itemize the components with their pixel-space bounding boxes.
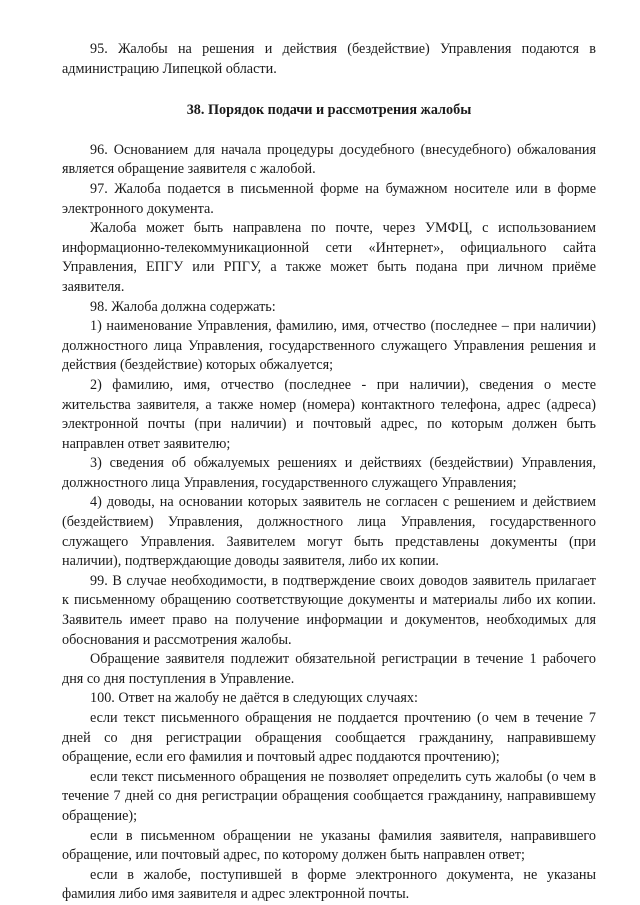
document-page [62,40,596,905]
case-unclear-essence: если текст письменного обращения не позволяет определить суть жалобы (о чем в течение 7 дней со дня регистрации обращения сообщается гражданину, направившему обращение); [62,768,596,824]
list-item-98-3: 3) сведения об обжалуемых решениях и действиях (бездействии) Управления, должностного лица Управления, государственного служащего Управления; [62,455,596,491]
paragraph-100: 100. Ответ на жалобу не даётся в следующих случаях: [90,690,418,707]
list-item-98-1: 1) наименование Управления, фамилию, имя, отчество (последнее – при наличии) должностного лица Управления, государственного служащего Управления решения и действия (бездействие) которых обжалуется; [62,318,596,374]
list-item-98-2: 2) фамилию, имя, отчество (последнее - при наличии), сведения о месте жительства заявителя, а также номер (номера) контактного телефона, адрес (адреса) электронной почты (при наличии) и почтовый адрес, по которым должен быть направлен ответ заявителю; [62,376,596,452]
paragraph-96: 96. Основанием для начала процедуры досудебного (внесудебного) обжалования является обращение заявителя с жалобой. [62,141,596,178]
paragraph-95: 95. Жалобы на решения и действия (бездействие) Управления подаются в администрацию Липецкой области. [62,41,596,77]
case-missing-name-address: если в письменном обращении не указаны фамилия заявителя, направившего обращение, или почтовый адрес, по которому должен быть направлен ответ; [62,827,596,864]
case-unreadable-text: если текст письменного обращения не поддается прочтению (о чем в течение 7 дней со дня регистрации обращения сообщается гражданину, направившему обращение, если его фамилия и почтовый адрес поддаются прочтению); [62,710,596,766]
paragraph-98: 98. Жалоба должна содержать: [90,298,276,315]
paragraph-99-registration: Обращение заявителя подлежит обязательной регистрации в течение 1 рабочего дня со дня поступления в Управление. [62,651,596,687]
list-item-98-4: 4) доводы, на основании которых заявитель не согласен с решением и действием (бездействием) Управления, должностного лица Управления, государственного служащего Управления. Заявителем могут быть представлены документы (при наличии), подтверждающие доводы заявителя, либо их копии. [62,494,596,570]
paragraph-97: 97. Жалоба подается в письменной форме на бумажном носителе или в форме электронного документа. [62,180,596,217]
case-missing-email: если в жалобе, поступившей в форме электронного документа, не указаны фамилия либо имя заявителя и адрес электронной почты. [62,866,596,903]
section-title: 38. Порядок подачи и рассмотрения жалобы [186,102,472,119]
paragraph-99: 99. В случае необходимости, в подтверждение своих доводов заявитель прилагает к письменному обращению соответствующие документы и материалы либо их копии. Заявитель имеет право на получение информации и документов, необходимых для обоснования и рассмотрения жалобы. [62,572,596,648]
paragraph-97-delivery: Жалоба может быть направлена по почте, через УМФЦ, с использованием информационно-телекоммуникационной сети «Интернет», официального сайта Управления, ЕПГУ или РПГУ, а также может быть подана при личном приёме заявителя. [62,220,596,295]
